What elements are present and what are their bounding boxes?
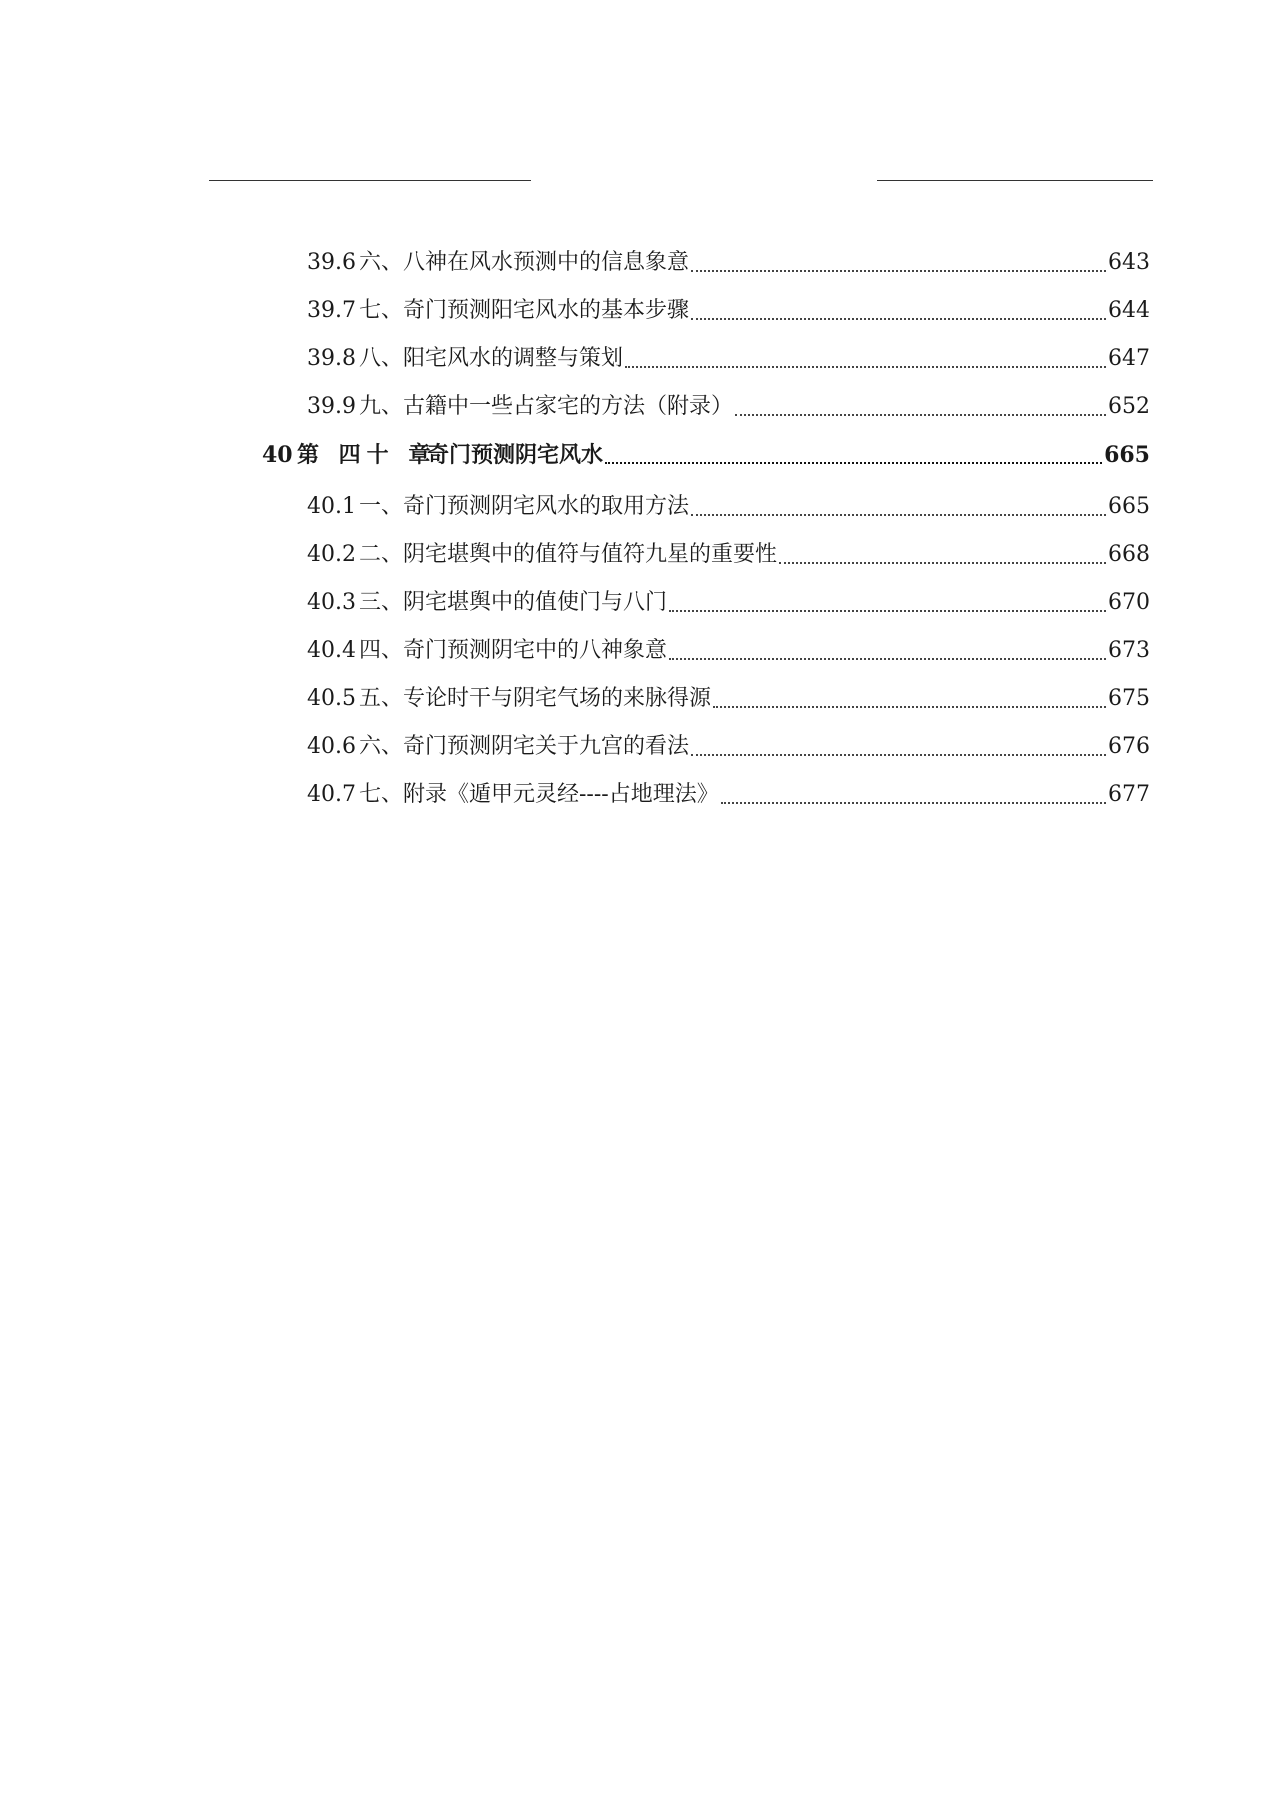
toc-chapter-40[interactable] [262, 435, 1150, 475]
toc-entry-page: 670 [1108, 590, 1150, 615]
toc-entry-title: 四、奇门预测阴宅中的八神象意 [359, 638, 668, 663]
toc-entry-40-4[interactable] [307, 631, 1150, 671]
toc-chapter-label: 第 四十 章 [297, 442, 437, 468]
toc-entry-title: 九、古籍中一些占家宅的方法（附录） [359, 394, 734, 419]
dot-leader [691, 270, 1106, 272]
toc-entry-39-7[interactable] [307, 291, 1150, 331]
dot-leader [735, 414, 1106, 416]
toc-entry-page: 665 [1108, 494, 1150, 519]
header-rule-left [209, 180, 531, 181]
toc-entry-40-1[interactable] [307, 487, 1150, 527]
toc-entry-title: 五、专论时干与阴宅气场的来脉得源 [359, 686, 712, 711]
dot-leader [669, 658, 1106, 660]
dot-leader [691, 514, 1106, 516]
toc-entry-title: 六、八神在风水预测中的信息象意 [359, 250, 690, 275]
toc-entry-page: 673 [1108, 638, 1150, 663]
dot-leader [625, 366, 1106, 368]
toc-entry-40-5[interactable] [307, 679, 1150, 719]
dot-leader [605, 462, 1102, 464]
toc-entry-page: 675 [1108, 686, 1150, 711]
toc-entry-page: 668 [1108, 542, 1150, 567]
toc-entry-40-2[interactable] [307, 535, 1150, 575]
header-rule-right [877, 180, 1153, 181]
toc-entry-number: 40.5 [307, 686, 356, 711]
toc-entry-title: 七、奇门预测阳宅风水的基本步骤 [359, 298, 690, 323]
toc-entry-number: 39.8 [307, 346, 356, 371]
toc-entry-number: 39.9 [307, 394, 356, 419]
toc-entry-title: 八、阳宅风水的调整与策划 [359, 346, 624, 371]
toc-chapter-number: 40 [262, 442, 293, 468]
toc-entry-number: 39.6 [307, 250, 356, 275]
toc-entry-page: 647 [1108, 346, 1150, 371]
toc-entry-page: 677 [1108, 782, 1150, 807]
toc-entry-number: 40.7 [307, 782, 356, 807]
toc-entry-title: 一、奇门预测阴宅风水的取用方法 [359, 494, 690, 519]
dot-leader [669, 610, 1106, 612]
toc-entry-page: 644 [1108, 298, 1150, 323]
toc-entry-page: 652 [1108, 394, 1150, 419]
toc-entry-page: 643 [1108, 250, 1150, 275]
toc-entry-39-6[interactable] [307, 243, 1150, 283]
dot-leader [691, 318, 1106, 320]
toc-entry-40-6[interactable] [307, 727, 1150, 767]
dot-leader [691, 754, 1106, 756]
toc-entry-number: 40.6 [307, 734, 356, 759]
dot-leader [721, 802, 1106, 804]
toc-chapter-title: 奇门预测阴宅风水 [427, 442, 604, 468]
toc-entry-number: 40.1 [307, 494, 356, 519]
toc-entry-title: 三、阴宅堪舆中的值使门与八门 [359, 590, 668, 615]
toc-entry-39-8[interactable] [307, 339, 1150, 379]
toc-entry-page: 676 [1108, 734, 1150, 759]
toc-entry-number: 40.3 [307, 590, 356, 615]
toc-entry-40-3[interactable] [307, 583, 1150, 623]
dot-leader [779, 562, 1106, 564]
toc-entry-number: 40.2 [307, 542, 356, 567]
toc-chapter-page: 665 [1104, 442, 1150, 468]
toc-entry-title: 七、附录《遁甲元灵经----占地理法》 [359, 782, 719, 807]
toc-entry-39-9[interactable] [307, 387, 1150, 427]
dot-leader [713, 706, 1106, 708]
toc-entry-title: 二、阴宅堪舆中的值符与值符九星的重要性 [359, 542, 778, 567]
toc-entry-number: 40.4 [307, 638, 356, 663]
toc-entry-40-7[interactable] [307, 775, 1150, 815]
toc-entry-number: 39.7 [307, 298, 356, 323]
toc-entry-title: 六、奇门预测阴宅关于九宫的看法 [359, 734, 690, 759]
